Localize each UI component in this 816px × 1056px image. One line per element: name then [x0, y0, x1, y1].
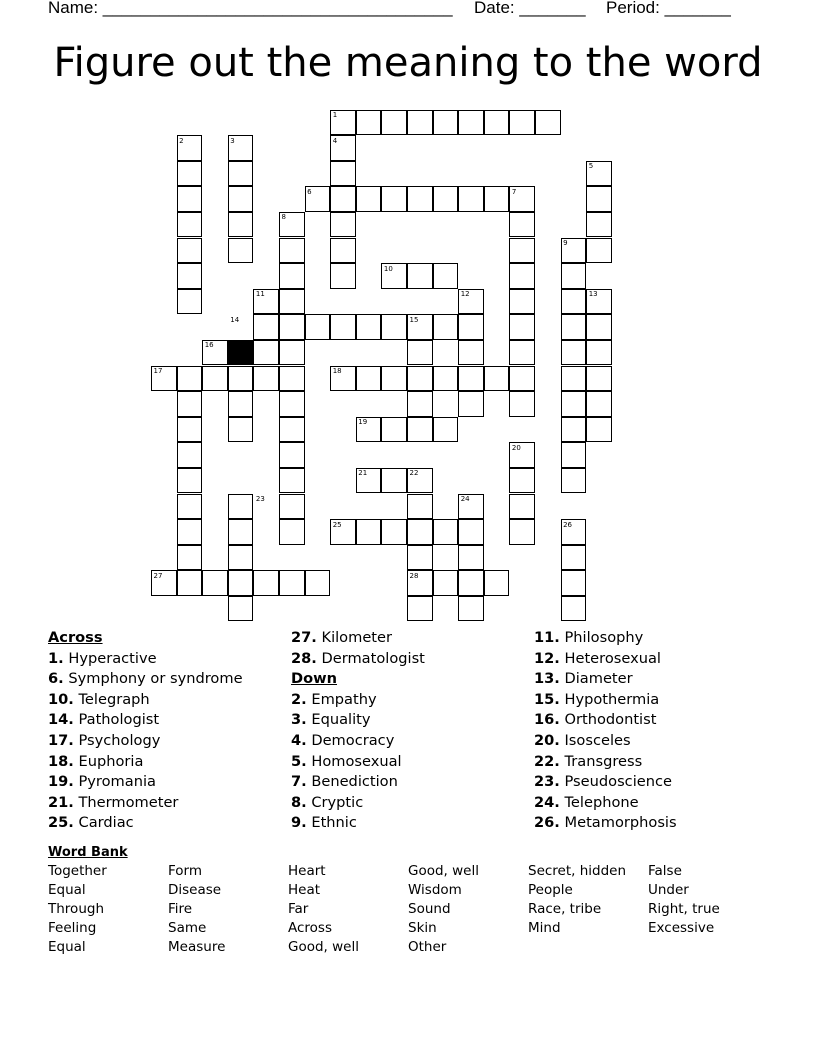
clue-text: Empathy — [306, 690, 377, 708]
clue-item — [48, 731, 243, 752]
clue-text: Euphoria — [73, 752, 144, 770]
word-bank-entry: Form — [168, 863, 203, 879]
crossword-cell[interactable] — [407, 263, 433, 289]
crossword-cell[interactable] — [177, 417, 203, 443]
word-bank-entry: Under — [648, 882, 689, 898]
crossword-cell[interactable] — [356, 186, 382, 212]
crossword-cell[interactable] — [279, 468, 305, 494]
clue-number-label: 1 — [332, 111, 338, 119]
clue-text: Symphony or syndrome — [63, 670, 243, 688]
crossword-cell[interactable] — [202, 366, 228, 392]
clue-item — [48, 690, 243, 711]
clue-number-label: 26 — [563, 520, 573, 529]
crossword-cell[interactable] — [228, 596, 254, 622]
crossword-cell[interactable] — [228, 186, 254, 212]
crossword-cell[interactable] — [509, 494, 535, 520]
word-bank-entry: Mind — [528, 920, 561, 936]
clue-number-label: 15 — [409, 315, 419, 324]
word-bank-entry: Race, tribe — [528, 901, 602, 917]
crossword-cell[interactable] — [509, 110, 535, 136]
crossword-cell[interactable] — [407, 340, 433, 366]
crossword-cell[interactable] — [509, 314, 535, 340]
clue-text: Isosceles — [559, 731, 631, 749]
clue-number: 23. — [534, 773, 560, 791]
crossword-cell[interactable] — [561, 314, 587, 340]
date-field-label[interactable]: Date: _______ — [474, 0, 586, 17]
clue-number-label: 14 — [230, 315, 240, 324]
clue-text: Telegraph — [73, 690, 150, 708]
word-bank-entry: Far — [288, 901, 309, 917]
clue-number-label: 19 — [358, 418, 368, 427]
clue-item — [534, 710, 677, 731]
clue-text: Cryptic — [306, 793, 364, 811]
clue-text: Diameter — [559, 670, 633, 688]
clue-number: 17. — [48, 731, 74, 749]
crossword-cell[interactable] — [586, 212, 612, 238]
clue-number: 11. — [534, 629, 560, 646]
clue-text: Orthodontist — [559, 711, 657, 729]
clue-text: Hypothermia — [559, 690, 660, 708]
crossword-cell[interactable] — [279, 263, 305, 289]
crossword-cell[interactable] — [561, 442, 587, 468]
clue-item — [534, 793, 677, 814]
crossword-cell[interactable] — [228, 417, 254, 443]
word-bank-entry: Right, true — [648, 901, 720, 917]
crossword-cell[interactable] — [458, 391, 484, 417]
crossword-cell[interactable] — [330, 314, 356, 340]
clue-number: 9. — [291, 814, 307, 832]
crossword-cell[interactable] — [177, 545, 203, 571]
crossword-cell[interactable] — [356, 314, 382, 340]
word-bank-column — [168, 862, 225, 957]
crossword-cell[interactable] — [381, 519, 407, 545]
crossword-cell[interactable] — [561, 366, 587, 392]
clue-number-label: 11 — [255, 290, 265, 299]
clue-item — [291, 731, 425, 752]
crossword-cell[interactable] — [177, 391, 203, 417]
clue-text: Ethnic — [306, 814, 357, 832]
clue-item — [291, 649, 425, 670]
crossword-cell[interactable] — [458, 314, 484, 340]
clue-item — [534, 752, 677, 773]
clue-number-label: 9 — [563, 239, 568, 247]
crossword-cell[interactable] — [509, 391, 535, 417]
word-bank-entry: Other — [408, 939, 447, 955]
clue-item — [534, 772, 677, 793]
clue-text: Benediction — [306, 773, 398, 791]
crossword-cell[interactable] — [509, 289, 535, 315]
crossword-cell[interactable] — [381, 110, 407, 136]
clue-item — [291, 752, 425, 773]
word-bank-entry: Wisdom — [408, 882, 462, 898]
crossword-cell[interactable] — [381, 366, 407, 392]
crossword-cell[interactable] — [177, 186, 203, 212]
crossword-cell[interactable] — [561, 417, 587, 443]
word-bank-entry: Heat — [288, 882, 321, 898]
clue-number: 13. — [534, 670, 560, 688]
clue-number: 7. — [291, 773, 307, 791]
crossword-cell[interactable] — [561, 468, 587, 494]
word-bank-entry: Together — [48, 863, 107, 879]
clue-text: Pathologist — [73, 711, 160, 729]
clue-number: 20. — [534, 731, 560, 749]
crossword-cell[interactable] — [228, 570, 254, 596]
clue-number-label: 27 — [153, 571, 163, 580]
crossword-cell[interactable] — [356, 366, 382, 392]
word-bank-entry: Fire — [168, 901, 193, 917]
crossword-cell[interactable] — [228, 519, 254, 545]
crossword-cell[interactable] — [509, 238, 535, 264]
clue-item — [534, 813, 677, 834]
clue-number-label: 28 — [409, 571, 419, 580]
crossword-cell[interactable] — [253, 366, 279, 392]
clue-number: 1. — [48, 649, 64, 667]
clue-item — [48, 752, 243, 773]
word-bank-column — [288, 862, 359, 957]
crossword-cell[interactable] — [433, 519, 459, 545]
crossword-cell[interactable] — [586, 340, 612, 366]
clue-number-label: 21 — [358, 469, 368, 478]
clue-text: Transgress — [559, 752, 643, 770]
clue-item — [291, 813, 425, 834]
crossword-cell[interactable] — [433, 186, 459, 212]
crossword-cell[interactable] — [407, 596, 433, 622]
clue-number: 8. — [291, 793, 307, 811]
clue-number: 16. — [534, 711, 560, 729]
clue-number: 15. — [534, 690, 560, 708]
clue-number-label: 5 — [588, 162, 594, 171]
word-bank-entry: Secret, hidden — [528, 863, 627, 879]
clue-item — [48, 793, 243, 814]
crossword-cell[interactable] — [561, 289, 587, 315]
clue-number: 5. — [291, 752, 307, 770]
crossword-cell[interactable] — [177, 263, 203, 289]
word-bank-entry: Heart — [288, 863, 326, 879]
page-title: Figure out the meaning to the word — [53, 40, 763, 86]
clue-item — [291, 793, 425, 814]
crossword-cell[interactable] — [177, 161, 203, 187]
crossword-cell[interactable] — [279, 417, 305, 443]
crossword-cell[interactable] — [586, 186, 612, 212]
crossword-cell[interactable] — [228, 494, 254, 520]
crossword-cell[interactable] — [279, 314, 305, 340]
crossword-cell[interactable] — [228, 238, 254, 264]
crossword-cell[interactable] — [509, 519, 535, 545]
clue-number-label: 13 — [588, 290, 598, 299]
crossword-cell[interactable] — [433, 366, 459, 392]
clue-number-label: 4 — [332, 136, 338, 145]
crossword-cell[interactable] — [561, 545, 587, 571]
clue-text: Metamorphosis — [559, 814, 677, 832]
clue-number: 3. — [291, 711, 307, 729]
crossword-cell[interactable] — [407, 366, 433, 392]
crossword-cell[interactable] — [458, 545, 484, 571]
clue-item — [291, 690, 425, 711]
crossword-cell[interactable] — [561, 391, 587, 417]
clues-column-1 — [48, 628, 243, 834]
clue-item — [48, 649, 243, 670]
clue-section-heading: Across — [48, 629, 103, 646]
clue-number: 24. — [534, 793, 560, 811]
crossword-cell[interactable] — [202, 570, 228, 596]
clue-number-label: 2 — [179, 136, 184, 145]
clue-number: 26. — [534, 814, 560, 832]
word-bank-column — [648, 862, 720, 938]
crossword-cell[interactable] — [535, 110, 561, 136]
clue-number-label: 24 — [460, 495, 470, 503]
crossword-cell[interactable] — [381, 417, 407, 443]
word-bank-entry: False — [648, 863, 682, 879]
crossword-cell[interactable] — [228, 391, 254, 417]
crossword-cell[interactable] — [509, 468, 535, 494]
crossword-cell[interactable] — [407, 519, 433, 545]
crossword-cell[interactable] — [279, 570, 305, 596]
clue-number-label: 10 — [383, 264, 393, 273]
clue-number: 19. — [48, 773, 74, 791]
word-bank-entry: Through — [48, 901, 104, 917]
crossword-cell[interactable] — [433, 263, 459, 289]
crossword-cell[interactable] — [509, 212, 535, 238]
crossword-cell[interactable] — [407, 545, 433, 571]
crossword-cell[interactable] — [381, 186, 407, 212]
word-bank-entry: Good, well — [288, 939, 359, 955]
crossword-cell[interactable] — [407, 391, 433, 417]
clue-number: 28. — [291, 649, 317, 667]
clue-item — [48, 813, 243, 834]
crossword-cell[interactable] — [228, 545, 254, 571]
clue-number-label: 18 — [332, 367, 342, 375]
clue-item — [534, 731, 677, 752]
word-bank-entry: Good, well — [408, 863, 479, 879]
clues-column-3 — [534, 628, 677, 834]
word-bank-column — [528, 862, 626, 938]
crossword-cell[interactable] — [458, 186, 484, 212]
crossword-cell[interactable] — [484, 570, 510, 596]
clue-text: Equality — [306, 711, 371, 729]
crossword-cell[interactable] — [458, 340, 484, 366]
crossword-cell[interactable] — [381, 468, 407, 494]
crossword-cell[interactable] — [381, 314, 407, 340]
crossword-cell[interactable] — [330, 186, 356, 212]
crossword-cell[interactable] — [253, 340, 279, 366]
crossword-cell[interactable] — [228, 366, 254, 392]
clue-number-label: 3 — [230, 136, 235, 145]
clue-text: Telephone — [559, 793, 639, 811]
crossword-cell[interactable] — [509, 263, 535, 289]
clue-item — [291, 628, 425, 649]
word-bank-entry: Sound — [408, 901, 451, 917]
clue-item — [534, 690, 677, 711]
clue-number-label: 17 — [153, 367, 163, 375]
word-bank-entry: Measure — [168, 939, 226, 955]
crossword-cell[interactable] — [330, 161, 356, 187]
crossword-cell[interactable] — [509, 366, 535, 392]
clue-item — [291, 772, 425, 793]
crossword-cell[interactable] — [279, 494, 305, 520]
word-bank-entry: Excessive — [648, 920, 715, 936]
clue-item — [534, 628, 677, 649]
word-bank-entry: Across — [288, 920, 333, 936]
clue-number: 10. — [48, 690, 74, 708]
crossword-cell[interactable] — [586, 366, 612, 392]
crossword-cell[interactable] — [177, 468, 203, 494]
clue-number-label: 16 — [204, 341, 214, 350]
word-bank-entry: Skin — [408, 920, 437, 936]
clue-number-label: 12 — [460, 290, 470, 299]
crossword-cell[interactable] — [484, 110, 510, 136]
clue-number-label: 20 — [511, 443, 521, 452]
clue-item — [48, 710, 243, 731]
crossword-cell[interactable] — [279, 289, 305, 315]
crossword-cell[interactable] — [458, 570, 484, 596]
clue-item — [48, 669, 243, 690]
crossword-cell[interactable] — [407, 110, 433, 136]
clue-text: Pseudoscience — [559, 773, 672, 791]
crossword-cell[interactable] — [253, 314, 279, 340]
clue-text: Heterosexual — [559, 649, 661, 667]
clue-text: Dermatologist — [316, 649, 425, 667]
clue-number: 4. — [291, 731, 307, 749]
name-field-label[interactable]: Name: _____________________________________ — [48, 0, 453, 17]
clue-number: 21. — [48, 793, 74, 811]
crossword-cell[interactable] — [228, 161, 254, 187]
crossword-black-cell — [228, 340, 254, 366]
clue-number: 25. — [48, 814, 74, 832]
crossword-cell[interactable] — [279, 340, 305, 366]
crossword-cell[interactable] — [279, 366, 305, 392]
clue-text: Psychology — [73, 731, 161, 749]
word-bank-entry: People — [528, 882, 573, 898]
clue-section-heading: Down — [291, 670, 338, 688]
word-bank-title: Word Bank — [48, 845, 128, 860]
crossword-cell[interactable] — [458, 110, 484, 136]
crossword-cell[interactable] — [458, 519, 484, 545]
crossword-cell[interactable] — [484, 186, 510, 212]
clue-number-label: 23 — [255, 495, 265, 503]
crossword-cell[interactable] — [407, 186, 433, 212]
crossword-cell[interactable] — [586, 417, 612, 443]
crossword-cell[interactable] — [177, 238, 203, 264]
crossword-cell[interactable] — [561, 263, 587, 289]
crossword-cell[interactable] — [458, 596, 484, 622]
crossword-cell[interactable] — [305, 570, 331, 596]
crossword-cell[interactable] — [253, 570, 279, 596]
crossword-cell[interactable] — [279, 238, 305, 264]
crossword-cell[interactable] — [561, 570, 587, 596]
word-bank-entry: Same — [168, 920, 207, 936]
crossword-cell[interactable] — [407, 417, 433, 443]
clue-number-label: 25 — [332, 520, 342, 529]
crossword-cell[interactable] — [177, 289, 203, 315]
crossword-cell[interactable] — [279, 519, 305, 545]
clue-number-label: 7 — [511, 187, 517, 196]
crossword-cell[interactable] — [433, 417, 459, 443]
crossword-cell[interactable] — [279, 391, 305, 417]
crossword-cell[interactable] — [484, 366, 510, 392]
crossword-cell[interactable] — [586, 238, 612, 264]
crossword-cell[interactable] — [177, 519, 203, 545]
crossword-cell[interactable] — [330, 212, 356, 238]
clue-item — [534, 669, 677, 690]
period-field-label[interactable]: Period: _______ — [606, 0, 731, 17]
crossword-cell[interactable] — [177, 494, 203, 520]
clue-text: Cardiac — [73, 814, 134, 832]
word-bank-column — [48, 862, 107, 957]
clue-number: 22. — [534, 752, 560, 770]
clue-number: 12. — [534, 649, 560, 667]
clue-text: Thermometer — [73, 793, 179, 811]
clue-number-label: 8 — [281, 213, 286, 222]
crossword-cell[interactable] — [177, 366, 203, 392]
clue-number-label: 6 — [307, 187, 312, 196]
clue-number: 2. — [291, 690, 307, 708]
crossword-cell[interactable] — [177, 570, 203, 596]
crossword-cell[interactable] — [356, 110, 382, 136]
crossword-cell[interactable] — [279, 442, 305, 468]
clue-number: 18. — [48, 752, 74, 770]
crossword-cell[interactable] — [458, 366, 484, 392]
word-bank-entry: Equal — [48, 939, 86, 955]
crossword-cell[interactable] — [330, 263, 356, 289]
clues-column-2 — [291, 628, 425, 834]
crossword-cell[interactable] — [356, 519, 382, 545]
crossword-cell[interactable] — [305, 314, 331, 340]
clue-number: 14. — [48, 711, 74, 729]
word-bank-entry: Disease — [168, 882, 222, 898]
clue-item — [291, 710, 425, 731]
crossword-cell[interactable] — [228, 212, 254, 238]
crossword-cell[interactable] — [561, 340, 587, 366]
crossword-cell[interactable] — [407, 494, 433, 520]
clue-text: Hyperactive — [63, 649, 157, 667]
crossword-cell[interactable] — [509, 340, 535, 366]
crossword-cell[interactable] — [330, 238, 356, 264]
clue-number: 27. — [291, 629, 317, 646]
crossword-cell[interactable] — [177, 212, 203, 238]
crossword-cell[interactable] — [433, 110, 459, 136]
crossword-cell[interactable] — [177, 442, 203, 468]
clue-text: Philosophy — [559, 629, 644, 646]
clue-number: 6. — [48, 670, 64, 688]
clue-text: Homosexual — [306, 752, 402, 770]
clue-text: Pyromania — [73, 773, 156, 791]
word-bank-entry: Equal — [48, 882, 86, 898]
clue-item — [48, 772, 243, 793]
word-bank-entry: Feeling — [48, 920, 97, 936]
crossword-cell[interactable] — [586, 314, 612, 340]
crossword-cell[interactable] — [433, 314, 459, 340]
clue-text: Kilometer — [316, 629, 393, 646]
word-bank-column — [408, 862, 479, 957]
clue-item — [534, 649, 677, 670]
clue-text: Democracy — [306, 731, 395, 749]
clue-number-label: 22 — [409, 469, 419, 478]
crossword-cell[interactable] — [433, 570, 459, 596]
crossword-cell[interactable] — [561, 596, 587, 622]
crossword-cell[interactable] — [586, 391, 612, 417]
